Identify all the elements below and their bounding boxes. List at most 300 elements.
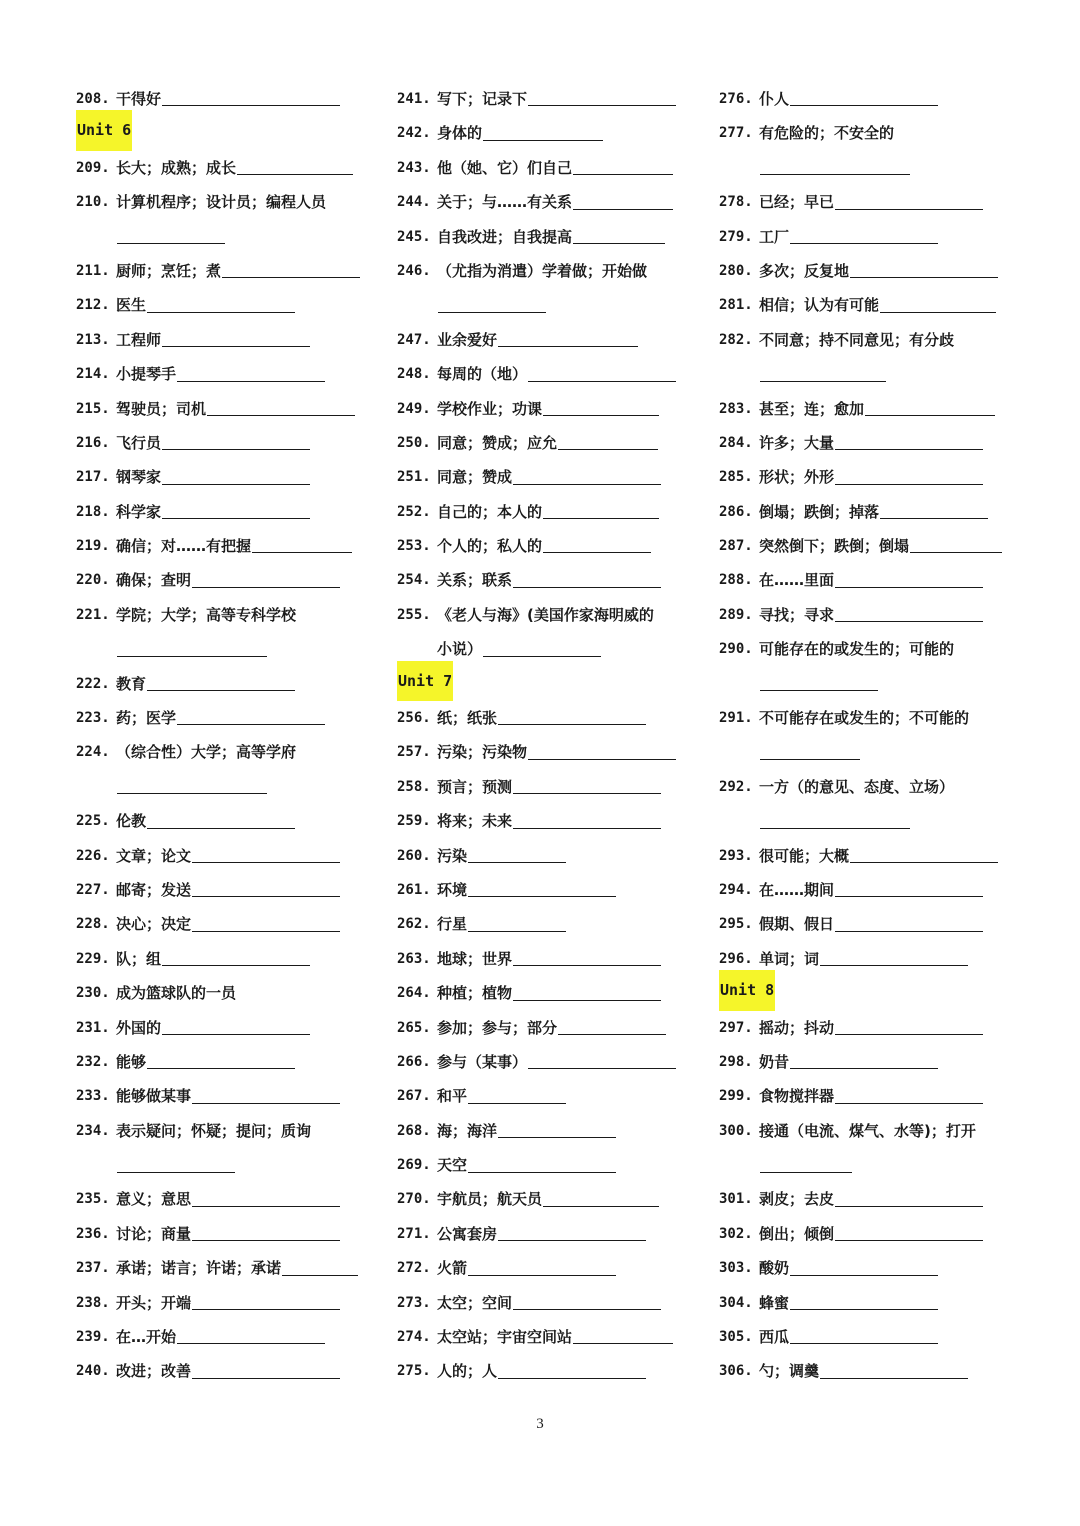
- vocab-item: [397, 220, 697, 254]
- item-meaning: 教育: [116, 674, 147, 693]
- item-meaning: 将来；未来: [437, 812, 513, 831]
- vocab-item: [719, 632, 1019, 666]
- answer-blank[interactable]: [177, 724, 325, 725]
- answer-blank[interactable]: [192, 587, 340, 588]
- answer-blank[interactable]: [835, 931, 983, 932]
- answer-blank[interactable]: [543, 552, 651, 553]
- answer-blank[interactable]: [498, 1240, 646, 1241]
- item-meaning: 能够做某事: [116, 1087, 192, 1106]
- answer-blank[interactable]: [162, 518, 310, 519]
- vocab-item: [76, 735, 376, 769]
- item-number: 243.: [397, 159, 431, 176]
- vocab-item: [719, 1217, 1019, 1251]
- item-number: 235.: [76, 1191, 110, 1208]
- item-meaning: 西瓜: [759, 1328, 790, 1347]
- item-number: 231.: [76, 1019, 110, 1036]
- vocab-item: [397, 873, 697, 907]
- item-meaning: 长大；成熟；成长: [116, 158, 237, 177]
- answer-blank[interactable]: [147, 1068, 295, 1069]
- vocab-item: [397, 426, 697, 460]
- item-meaning: 小提琴手: [116, 365, 177, 384]
- answer-blank[interactable]: [192, 896, 340, 897]
- item-meaning: 业余爱好: [437, 330, 498, 349]
- item-meaning: 预言；预测: [437, 777, 513, 796]
- item-number: 272.: [397, 1260, 431, 1277]
- answer-blank[interactable]: [468, 862, 566, 863]
- item-number: 209.: [76, 159, 110, 176]
- answer-blank[interactable]: [543, 1206, 659, 1207]
- item-meaning: 医生: [116, 296, 147, 315]
- item-number: 264.: [397, 985, 431, 1002]
- item-meaning: 天空: [437, 1156, 468, 1175]
- answer-blank[interactable]: [483, 656, 601, 657]
- answer-blank[interactable]: [790, 1068, 938, 1069]
- item-number: 273.: [397, 1294, 431, 1311]
- answer-blank[interactable]: [117, 793, 267, 794]
- vocab-item-continuation: [719, 151, 1019, 185]
- item-meaning: 地球；世界: [437, 949, 513, 968]
- item-number: 290.: [719, 641, 753, 658]
- vocab-item: [719, 907, 1019, 941]
- item-number: 250.: [397, 434, 431, 451]
- item-meaning: 在……期间: [759, 880, 835, 899]
- answer-blank[interactable]: [147, 690, 295, 691]
- vocab-item-continuation: [719, 1148, 1019, 1182]
- unit-heading: [397, 667, 697, 701]
- vocab-item: [76, 804, 376, 838]
- item-number: 279.: [719, 228, 753, 245]
- answer-blank[interactable]: [850, 862, 998, 863]
- answer-blank[interactable]: [835, 1103, 983, 1104]
- item-number: 278.: [719, 194, 753, 211]
- item-meaning: 学校作业；功课: [437, 399, 543, 418]
- vocab-item: [719, 1183, 1019, 1217]
- answer-blank[interactable]: [468, 896, 616, 897]
- vocab-item: [397, 1079, 697, 1113]
- item-meaning: 表示疑问；怀疑；提问；质询: [116, 1121, 312, 1140]
- vocab-item: [397, 907, 697, 941]
- answer-blank[interactable]: [192, 931, 340, 932]
- vocab-item: [76, 357, 376, 391]
- item-meaning: 药；医学: [116, 709, 177, 728]
- item-meaning: 污染；污染物: [437, 743, 528, 762]
- answer-blank[interactable]: [835, 1034, 983, 1035]
- vocab-item: [76, 1011, 376, 1045]
- item-meaning: 不同意；持不同意见；有分歧: [759, 330, 955, 349]
- item-meaning: 宇航员；航天员: [437, 1190, 543, 1209]
- answer-blank[interactable]: [820, 1378, 968, 1379]
- item-number: 226.: [76, 847, 110, 864]
- item-meaning: 关系；联系: [437, 571, 513, 590]
- item-meaning: 接通（电流、煤气、水等)；打开: [759, 1121, 976, 1140]
- answer-blank[interactable]: [498, 346, 638, 347]
- item-number: 275.: [397, 1363, 431, 1380]
- vocab-item: [719, 839, 1019, 873]
- answer-blank[interactable]: [760, 828, 910, 829]
- item-meaning: 同意；赞成；应允: [437, 433, 558, 452]
- vocab-item: [397, 1011, 697, 1045]
- vocab-item: [76, 254, 376, 288]
- answer-blank[interactable]: [237, 174, 353, 175]
- item-meaning: 确保；查明: [116, 571, 192, 590]
- item-meaning: （综合性）大学；高等学府: [116, 743, 297, 762]
- vocab-item: [76, 976, 376, 1010]
- item-number: 236.: [76, 1225, 110, 1242]
- answer-blank[interactable]: [192, 1103, 340, 1104]
- item-meaning: 科学家: [116, 502, 162, 521]
- item-number: 240.: [76, 1363, 110, 1380]
- answer-blank[interactable]: [468, 1172, 616, 1173]
- answer-blank[interactable]: [835, 449, 983, 450]
- answer-blank[interactable]: [790, 243, 938, 244]
- item-number: 242.: [397, 125, 431, 142]
- answer-blank[interactable]: [835, 621, 983, 622]
- item-number: 287.: [719, 538, 753, 555]
- item-meaning: 意义；意思: [116, 1190, 192, 1209]
- answer-blank[interactable]: [177, 381, 325, 382]
- item-number: 286.: [719, 503, 753, 520]
- answer-blank[interactable]: [835, 896, 983, 897]
- item-meaning: 同意；赞成: [437, 468, 513, 487]
- answer-blank[interactable]: [192, 1309, 340, 1310]
- answer-blank[interactable]: [483, 140, 603, 141]
- unit-heading: [719, 976, 1019, 1010]
- answer-blank[interactable]: [528, 1068, 676, 1069]
- item-number: 305.: [719, 1329, 753, 1346]
- item-number: 276.: [719, 90, 753, 107]
- answer-blank[interactable]: [910, 552, 1002, 553]
- item-number: 239.: [76, 1329, 110, 1346]
- answer-blank[interactable]: [790, 105, 938, 106]
- vocab-item: [76, 701, 376, 735]
- answer-blank[interactable]: [117, 243, 225, 244]
- item-number: 241.: [397, 90, 431, 107]
- vocab-item: [397, 82, 697, 116]
- item-meaning: 学院；大学；高等专科学校: [116, 605, 297, 624]
- answer-blank[interactable]: [498, 1137, 616, 1138]
- answer-blank[interactable]: [790, 1309, 938, 1310]
- answer-blank[interactable]: [760, 759, 860, 760]
- answer-blank[interactable]: [207, 415, 355, 416]
- item-meaning: 多次；反复地: [759, 261, 850, 280]
- answer-blank[interactable]: [192, 1206, 340, 1207]
- item-meaning: 行星: [437, 915, 468, 934]
- answer-blank[interactable]: [498, 724, 646, 725]
- answer-blank[interactable]: [222, 277, 360, 278]
- item-meaning: 驾驶员；司机: [116, 399, 207, 418]
- vocab-item: [76, 426, 376, 460]
- item-number: 263.: [397, 950, 431, 967]
- item-number: 302.: [719, 1225, 753, 1242]
- answer-blank[interactable]: [573, 209, 673, 210]
- item-meaning: 参加；参与；部分: [437, 1018, 558, 1037]
- vocab-item: [76, 907, 376, 941]
- answer-blank[interactable]: [558, 1034, 666, 1035]
- vocab-item: [397, 1114, 697, 1148]
- vocab-item: [397, 976, 697, 1010]
- answer-blank[interactable]: [468, 931, 566, 932]
- vocab-item: [76, 839, 376, 873]
- item-number: 295.: [719, 916, 753, 933]
- item-number: 281.: [719, 297, 753, 314]
- answer-blank[interactable]: [760, 690, 878, 691]
- item-meaning: 食物搅拌器: [759, 1087, 835, 1106]
- item-meaning: 能够: [116, 1052, 147, 1071]
- item-meaning: 已经；早已: [759, 193, 835, 212]
- item-number: 284.: [719, 434, 753, 451]
- item-meaning: 飞行员: [116, 433, 162, 452]
- item-number: 300.: [719, 1122, 753, 1139]
- vocab-item: [397, 563, 697, 597]
- answer-blank[interactable]: [468, 1275, 616, 1276]
- answer-blank[interactable]: [162, 484, 310, 485]
- answer-blank[interactable]: [513, 965, 661, 966]
- item-number: 237.: [76, 1260, 110, 1277]
- answer-blank[interactable]: [835, 1206, 983, 1207]
- answer-blank[interactable]: [835, 209, 983, 210]
- answer-blank[interactable]: [760, 1172, 852, 1173]
- item-number: 245.: [397, 228, 431, 245]
- item-meaning: 可能存在的或发生的；可能的: [759, 640, 955, 659]
- item-meaning: 奶昔: [759, 1052, 790, 1071]
- item-meaning: 勺；调羹: [759, 1362, 820, 1381]
- item-meaning: 单词；词: [759, 949, 820, 968]
- item-meaning: 突然倒下；跌倒；倒塌: [759, 537, 910, 556]
- answer-blank[interactable]: [513, 1309, 661, 1310]
- item-number: 280.: [719, 262, 753, 279]
- item-meaning: 一方（的意见、态度、立场）: [759, 777, 955, 796]
- item-meaning: 在……里面: [759, 571, 835, 590]
- answer-blank[interactable]: [162, 965, 310, 966]
- item-meaning: 邮寄；发送: [116, 880, 192, 899]
- answer-blank[interactable]: [513, 1000, 661, 1001]
- item-number: 271.: [397, 1225, 431, 1242]
- item-number: 218.: [76, 503, 110, 520]
- vocab-item-continuation: [719, 667, 1019, 701]
- answer-blank[interactable]: [162, 1034, 310, 1035]
- item-meaning: 成为篮球队的一员: [116, 984, 237, 1003]
- unit-heading: [76, 116, 376, 150]
- vocab-item: [76, 563, 376, 597]
- item-meaning: 形状；外形: [759, 468, 835, 487]
- item-number: 208.: [76, 90, 110, 107]
- vocab-item: [76, 392, 376, 426]
- item-number: 301.: [719, 1191, 753, 1208]
- answer-blank[interactable]: [162, 105, 340, 106]
- vocab-item: [397, 1217, 697, 1251]
- item-number: 304.: [719, 1294, 753, 1311]
- vocab-item-continuation: [719, 804, 1019, 838]
- vocab-item: [719, 770, 1019, 804]
- item-number: 249.: [397, 400, 431, 417]
- item-meaning: 讨论；商量: [116, 1224, 192, 1243]
- answer-blank[interactable]: [528, 105, 676, 106]
- answer-blank[interactable]: [835, 587, 983, 588]
- item-number: 247.: [397, 331, 431, 348]
- unit-heading-label: Unit 6: [76, 110, 132, 150]
- vocab-item: [397, 1251, 697, 1285]
- vocab-item: [719, 563, 1019, 597]
- item-meaning: 文章；论文: [116, 846, 192, 865]
- item-number: 266.: [397, 1053, 431, 1070]
- item-meaning: 写下；记录下: [437, 89, 528, 108]
- vocab-item: [397, 735, 697, 769]
- item-number: 232.: [76, 1053, 110, 1070]
- answer-blank[interactable]: [880, 518, 988, 519]
- vocab-item-continuation: [397, 288, 697, 322]
- answer-blank[interactable]: [177, 1343, 325, 1344]
- item-meaning: 蜂蜜: [759, 1293, 790, 1312]
- vocab-item: [397, 323, 697, 357]
- vocab-item: [397, 1045, 697, 1079]
- item-meaning: 计算机程序；设计员；编程人员: [116, 193, 327, 212]
- answer-blank[interactable]: [513, 793, 661, 794]
- answer-blank[interactable]: [850, 277, 998, 278]
- answer-blank[interactable]: [528, 381, 676, 382]
- page-number: 3: [536, 1416, 544, 1432]
- item-meaning: 假期、假日: [759, 915, 835, 934]
- item-number: 223.: [76, 710, 110, 727]
- answer-blank[interactable]: [513, 587, 661, 588]
- item-meaning: 工程师: [116, 330, 162, 349]
- item-meaning: 环境: [437, 880, 468, 899]
- answer-blank[interactable]: [438, 312, 546, 313]
- item-number: 227.: [76, 881, 110, 898]
- vocab-item: [76, 1286, 376, 1320]
- answer-blank[interactable]: [192, 862, 340, 863]
- vocab-column-3: [719, 82, 1019, 1389]
- vocab-column-2: [397, 82, 697, 1389]
- item-meaning: 相信；认为有可能: [759, 296, 880, 315]
- vocab-item: [719, 529, 1019, 563]
- answer-blank[interactable]: [760, 174, 910, 175]
- item-meaning: 不可能存在或发生的；不可能的: [759, 709, 970, 728]
- vocab-item-continuation: [719, 357, 1019, 391]
- answer-blank[interactable]: [543, 518, 659, 519]
- item-number: 219.: [76, 538, 110, 555]
- answer-blank[interactable]: [573, 174, 673, 175]
- item-number: 216.: [76, 434, 110, 451]
- answer-blank[interactable]: [835, 1240, 983, 1241]
- vocab-item: [76, 598, 376, 632]
- item-number: 210.: [76, 194, 110, 211]
- answer-blank[interactable]: [117, 656, 267, 657]
- item-meaning: 有危险的；不安全的: [759, 124, 895, 143]
- item-number: 289.: [719, 606, 753, 623]
- item-number: 257.: [397, 744, 431, 761]
- item-meaning: 仆人: [759, 89, 790, 108]
- answer-blank[interactable]: [790, 1343, 938, 1344]
- answer-blank[interactable]: [865, 415, 995, 416]
- item-meaning: 很可能；大概: [759, 846, 850, 865]
- item-meaning: 钢琴家: [116, 468, 162, 487]
- item-meaning: 改进；改善: [116, 1362, 192, 1381]
- item-number: 246.: [397, 262, 431, 279]
- vocab-item: [76, 1183, 376, 1217]
- answer-blank[interactable]: [498, 1378, 646, 1379]
- answer-blank[interactable]: [282, 1275, 358, 1276]
- item-number: 217.: [76, 469, 110, 486]
- item-number: 251.: [397, 469, 431, 486]
- vocab-item: [719, 495, 1019, 529]
- vocab-item: [76, 495, 376, 529]
- vocab-item: [397, 495, 697, 529]
- item-meaning: 种植；植物: [437, 984, 513, 1003]
- vocab-item: [76, 151, 376, 185]
- item-meaning: 在…开始: [116, 1328, 177, 1347]
- answer-blank[interactable]: [558, 449, 658, 450]
- item-meaning: 确信；对……有把握: [116, 537, 252, 556]
- answer-blank[interactable]: [468, 1103, 566, 1104]
- vocab-item: [76, 185, 376, 219]
- answer-blank[interactable]: [543, 415, 659, 416]
- vocab-item: [76, 529, 376, 563]
- vocab-column-1: [76, 82, 376, 1389]
- answer-blank[interactable]: [513, 828, 661, 829]
- answer-blank[interactable]: [760, 381, 886, 382]
- item-meaning: 太空；空间: [437, 1293, 513, 1312]
- item-meaning: 开头；开端: [116, 1293, 192, 1312]
- answer-blank[interactable]: [147, 828, 295, 829]
- answer-blank[interactable]: [513, 484, 661, 485]
- vocab-item: [397, 151, 697, 185]
- item-number: 267.: [397, 1088, 431, 1105]
- item-meaning: （尤指为消遣）学着做；开始做: [437, 261, 648, 280]
- answer-blank[interactable]: [147, 312, 295, 313]
- answer-blank[interactable]: [820, 965, 968, 966]
- item-number: 259.: [397, 813, 431, 830]
- vocab-item: [719, 288, 1019, 322]
- item-number: 224.: [76, 744, 110, 761]
- answer-blank[interactable]: [573, 243, 665, 244]
- answer-blank[interactable]: [528, 759, 676, 760]
- item-meaning: 人的；人: [437, 1362, 498, 1381]
- item-meaning: 公寓套房: [437, 1224, 498, 1243]
- item-number: 230.: [76, 985, 110, 1002]
- item-number: 225.: [76, 813, 110, 830]
- vocab-item: [397, 1286, 697, 1320]
- item-number: 215.: [76, 400, 110, 417]
- vocab-item: [397, 460, 697, 494]
- answer-blank[interactable]: [880, 312, 996, 313]
- item-number: 228.: [76, 916, 110, 933]
- answer-blank[interactable]: [790, 1275, 938, 1276]
- unit-heading-label: Unit 7: [397, 661, 453, 701]
- item-meaning: 厨师；烹饪；煮: [116, 261, 222, 280]
- item-meaning: 火箭: [437, 1259, 468, 1278]
- answer-blank[interactable]: [192, 1378, 340, 1379]
- item-number: 282.: [719, 331, 753, 348]
- answer-blank[interactable]: [192, 1240, 340, 1241]
- item-number: 248.: [397, 366, 431, 383]
- vocab-item: [76, 1354, 376, 1388]
- answer-blank[interactable]: [573, 1343, 673, 1344]
- vocab-item-continuation: [719, 735, 1019, 769]
- item-meaning: 他（她、它）们自己: [437, 158, 573, 177]
- item-meaning: 太空站；宇宙空间站: [437, 1328, 573, 1347]
- item-number: 299.: [719, 1088, 753, 1105]
- answer-blank[interactable]: [117, 1172, 235, 1173]
- item-meaning: 身体的: [437, 124, 483, 143]
- item-meaning: 工厂: [759, 227, 790, 246]
- item-number: 265.: [397, 1019, 431, 1036]
- answer-blank[interactable]: [162, 346, 310, 347]
- item-number: 270.: [397, 1191, 431, 1208]
- answer-blank[interactable]: [835, 484, 983, 485]
- answer-blank[interactable]: [162, 449, 310, 450]
- answer-blank[interactable]: [252, 552, 352, 553]
- item-meaning: 纸；纸张: [437, 709, 498, 728]
